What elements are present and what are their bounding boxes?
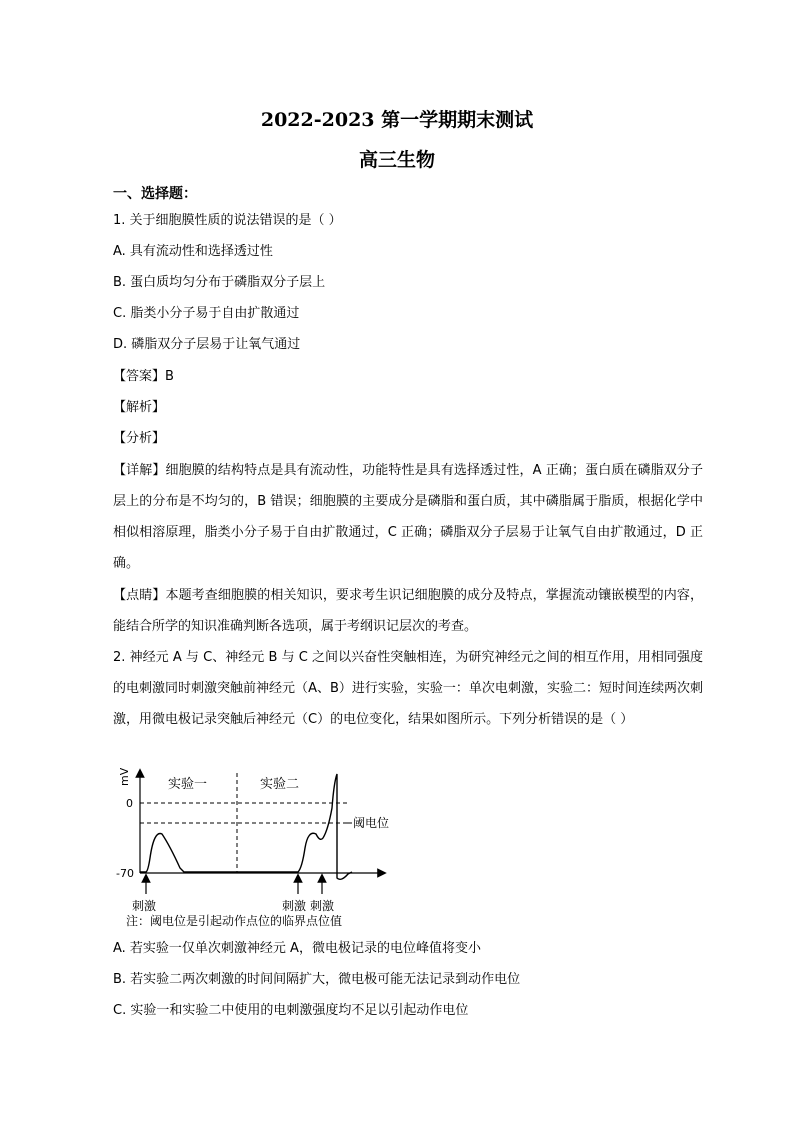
- section-title: 一、选择题：: [113, 186, 197, 202]
- question-1-detail: 【详解】细胞膜的结构特点是具有流动性，功能特性是具有选择透过性，A 正确；蛋白质在磷脂双分子层上的分布是不均匀的，B 错误；细胞膜的主要成分是磷脂和蛋白质，其中磷脂属于脂质，根据化学中相似相溶原理，脂类小分子易于自由扩散通过，C 正确；磷脂双分子层易于让氧气自由扩散通过，D 正确。: [113, 463, 703, 571]
- question-1-option-a: A. 具有流动性和选择透过性: [113, 244, 273, 259]
- question-2-option-a: A. 若实验一仅单次刺激神经元 A，微电极记录的电位峰值将变小: [113, 941, 481, 956]
- experiment-2-label: 实验二: [260, 777, 300, 792]
- y-unit-label: mV: [118, 768, 131, 786]
- stimulus-label-2: 刺激: [282, 899, 307, 913]
- question-1-fenxi-label: 【分析】: [113, 431, 166, 446]
- figure-note: 注：阈电位是引起动作点位的临界点位值: [126, 914, 343, 928]
- y-tick-minus70: -70: [116, 867, 134, 880]
- document-subtitle: 高三生物: [358, 149, 435, 171]
- document-title: 2022-2023 第一学期期末测试: [260, 109, 534, 131]
- question-1-option-b: B. 蛋白质均匀分布于磷脂双分子层上: [113, 275, 326, 290]
- y-tick-zero: 0: [126, 797, 133, 810]
- question-1-comment: 【点睛】本题考查细胞膜的相关知识，要求考生识记细胞膜的成分及特点，掌握流动镶嵌模型的内容，能结合所学的知识准确判断各选项，属于考纲识记层次的考查。: [113, 588, 703, 634]
- threshold-label: 阈电位: [353, 816, 390, 830]
- question-1-answer: 【答案】B: [113, 369, 174, 384]
- stimulus-label-1: 刺激: [132, 899, 157, 913]
- question-2-stem: 2. 神经元 A 与 C、神经元 B 与 C 之间以兴奋性突触相连，为研究神经元之间的相互作用，用相同强度的电刺激同时刺激突触前神经元（A、B）进行实验，实验一：单次电刺激，实验二：短时间连续两次刺激，用微电极记录突触后神经元（C）的电位变化，结果如图所示。下列分析错误的是（ ）: [113, 650, 703, 727]
- question-1-option-d: D. 磷脂双分子层易于让氧气通过: [113, 337, 301, 352]
- membrane-potential-figure: [110, 768, 400, 928]
- question-1-analysis-label: 【解析】: [113, 400, 166, 415]
- question-2-option-b: B. 若实验二两次刺激的时间间隔扩大，微电极可能无法记录到动作电位: [113, 972, 521, 987]
- question-2-option-c: C. 实验一和实验二中使用的电刺激强度均不足以引起动作电位: [113, 1003, 469, 1018]
- stimulus-label-3: 刺激: [310, 899, 335, 913]
- question-1-stem: 1. 关于细胞膜性质的说法错误的是（ ）: [113, 213, 342, 228]
- experiment-1-label: 实验一: [168, 777, 208, 792]
- question-1-option-c: C. 脂类小分子易于自由扩散通过: [113, 306, 300, 321]
